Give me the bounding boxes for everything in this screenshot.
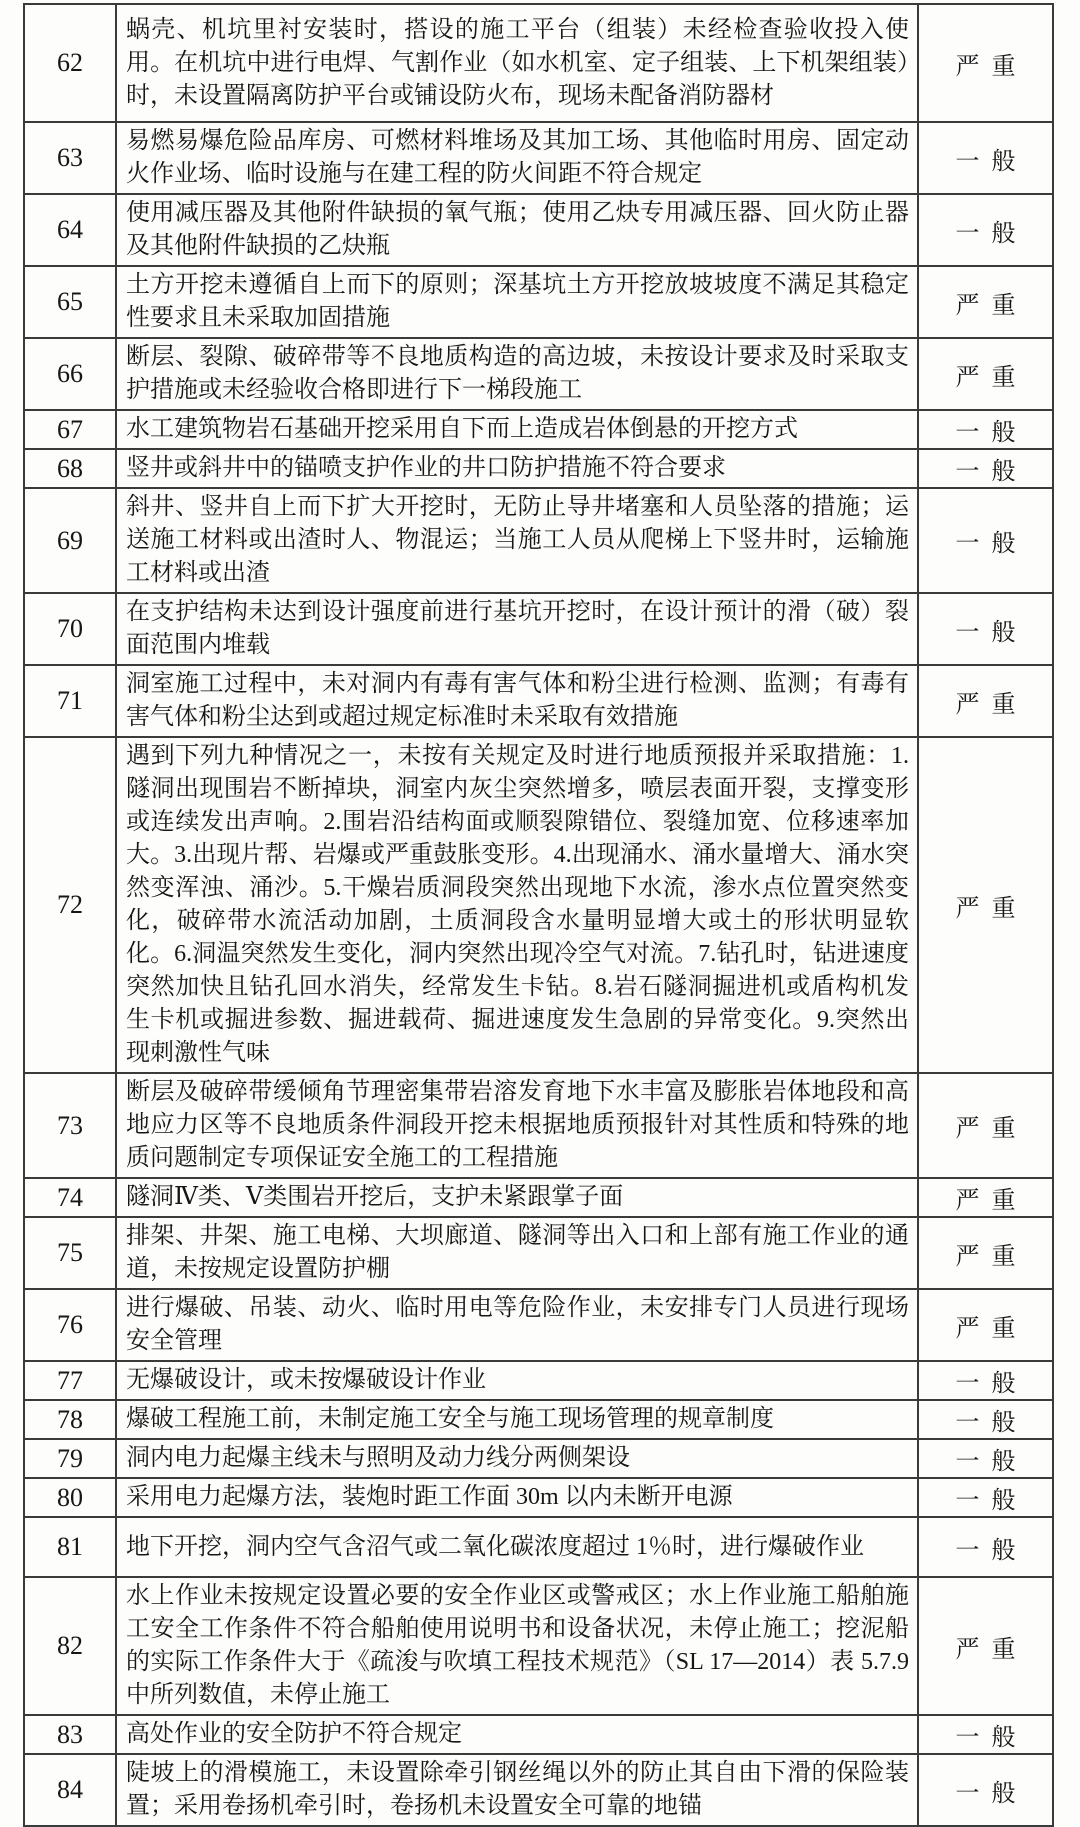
table-row	[24, 194, 1053, 266]
table-row	[24, 122, 1053, 194]
row-number: 81	[24, 1517, 116, 1577]
row-severity	[918, 4, 1053, 122]
row-description: 洞内电力起爆主线未与照明及动力线分两侧架设	[116, 1439, 918, 1478]
row-number: 67	[24, 410, 116, 449]
severity-label: 严重	[955, 1243, 1028, 1270]
row-severity	[918, 1361, 1053, 1400]
row-severity	[918, 593, 1053, 665]
row-description: 高处作业的安全防护不符合规定	[116, 1715, 918, 1754]
row-number: 63	[24, 122, 116, 194]
row-description: 竖井或斜井中的锚喷支护作业的井口防护措施不符合要求	[116, 449, 918, 488]
row-severity	[918, 1754, 1053, 1826]
row-severity	[918, 1400, 1053, 1439]
row-number: 65	[24, 266, 116, 338]
table-row	[24, 1439, 1053, 1478]
row-number: 68	[24, 449, 116, 488]
severity-label: 严重	[955, 364, 1028, 391]
row-severity	[918, 737, 1053, 1073]
severity-label: 严重	[955, 292, 1028, 319]
row-severity	[918, 1178, 1053, 1217]
row-number: 84	[24, 1754, 116, 1826]
table-row	[24, 1754, 1053, 1826]
severity-label: 严重	[955, 895, 1028, 922]
row-number: 76	[24, 1289, 116, 1361]
row-number: 79	[24, 1439, 116, 1478]
row-number: 69	[24, 488, 116, 593]
row-severity	[918, 449, 1053, 488]
severity-label: 严重	[955, 53, 1028, 80]
row-description: 无爆破设计，或未按爆破设计作业	[116, 1361, 918, 1400]
row-description: 土方开挖未遵循自上而下的原则；深基坑土方开挖放坡坡度不满足其稳定性要求且未采取加固措施	[116, 266, 918, 338]
severity-label: 严重	[955, 1116, 1028, 1142]
severity-label: 严重	[955, 1188, 1028, 1214]
table-row	[24, 1178, 1053, 1217]
table-row	[24, 488, 1053, 593]
severity-label: 严重	[955, 1315, 1028, 1342]
row-severity	[918, 1517, 1053, 1577]
row-number: 73	[24, 1073, 116, 1178]
severity-label: 一般	[955, 1537, 1028, 1564]
row-number: 82	[24, 1577, 116, 1715]
severity-label: 一般	[955, 420, 1028, 446]
row-description: 陡坡上的滑模施工，未设置除牵引钢丝绳以外的防止其自由下滑的保险装置；采用卷扬机牵引时，卷扬机未设置安全可靠的地锚	[116, 1754, 918, 1826]
severity-label: 一般	[955, 1488, 1028, 1514]
table-row	[24, 1400, 1053, 1439]
row-description: 洞室施工过程中，未对洞内有毒有害气体和粉尘进行检测、监测；有毒有害气体和粉尘达到或超过规定标准时未采取有效措施	[116, 665, 918, 737]
severity-label: 严重	[955, 691, 1028, 718]
row-severity	[918, 122, 1053, 194]
row-severity	[918, 338, 1053, 410]
row-severity	[918, 1289, 1053, 1361]
row-number: 75	[24, 1217, 116, 1289]
severity-label: 一般	[955, 1410, 1028, 1436]
row-severity	[918, 266, 1053, 338]
table-row	[24, 1478, 1053, 1517]
row-description: 水上作业未按规定设置必要的安全作业区或警戒区；水上作业施工船舶施工安全工作条件不符合船舶使用说明书和设备状况，未停止施工；挖泥船的实际工作条件大于《疏浚与吹填工程技术规范》（SL 17—2014）表 5.7.9 中所列数值，未停止施工	[116, 1577, 918, 1715]
severity-label: 一般	[955, 531, 1028, 557]
row-description: 地下开挖，洞内空气含沼气或二氧化碳浓度超过 1％时，进行爆破作业	[116, 1517, 918, 1577]
row-description: 采用电力起爆方法，装炮时距工作面 30m 以内未断开电源	[116, 1478, 918, 1517]
severity-label: 严重	[955, 1636, 1028, 1663]
severity-label: 一般	[955, 220, 1028, 247]
row-severity	[918, 488, 1053, 593]
row-severity	[918, 1715, 1053, 1754]
row-number: 64	[24, 194, 116, 266]
severity-label: 一般	[955, 1780, 1028, 1807]
row-number: 66	[24, 338, 116, 410]
row-number: 83	[24, 1715, 116, 1754]
row-description: 易燃易爆危险品库房、可燃材料堆场及其加工场、其他临时用房、固定动火作业场、临时设施与在建工程的防火间距不符合规定	[116, 122, 918, 194]
table-row	[24, 1517, 1053, 1577]
row-description: 使用减压器及其他附件缺损的氧气瓶；使用乙炔专用减压器、回火防止器及其他附件缺损的乙炔瓶	[116, 194, 918, 266]
row-description: 断层、裂隙、破碎带等不良地质构造的高边坡，未按设计要求及时采取支护措施或未经验收合格即进行下一梯段施工	[116, 338, 918, 410]
severity-label: 一般	[955, 459, 1028, 485]
row-number: 74	[24, 1178, 116, 1217]
row-severity	[918, 194, 1053, 266]
table-row	[24, 1217, 1053, 1289]
row-description: 排架、井架、施工电梯、大坝廊道、隧洞等出入口和上部有施工作业的通道，未按规定设置防护棚	[116, 1217, 918, 1289]
row-severity	[918, 665, 1053, 737]
table-row	[24, 1715, 1053, 1754]
table-row	[24, 737, 1053, 1073]
table-row	[24, 1289, 1053, 1361]
row-description: 进行爆破、吊装、动火、临时用电等危险作业，未安排专门人员进行现场安全管理	[116, 1289, 918, 1361]
severity-label: 一般	[955, 619, 1028, 646]
row-description: 在支护结构未达到设计强度前进行基坑开挖时，在设计预计的滑（破）裂面范围内堆载	[116, 593, 918, 665]
severity-label: 一般	[955, 1725, 1028, 1751]
table-row	[24, 1577, 1053, 1715]
row-severity	[918, 1073, 1053, 1178]
table-row	[24, 338, 1053, 410]
table-row	[24, 410, 1053, 449]
row-number: 71	[24, 665, 116, 737]
table-row	[24, 665, 1053, 737]
table-row	[24, 1073, 1053, 1178]
table-row	[24, 4, 1053, 122]
severity-label: 一般	[955, 1371, 1028, 1397]
row-severity	[918, 1439, 1053, 1478]
row-description: 隧洞Ⅳ类、Ⅴ类围岩开挖后，支护未紧跟掌子面	[116, 1178, 918, 1217]
row-description: 爆破工程施工前，未制定施工安全与施工现场管理的规章制度	[116, 1400, 918, 1439]
table-row	[24, 1361, 1053, 1400]
severity-label: 一般	[955, 1449, 1028, 1475]
table-row	[24, 449, 1053, 488]
row-description: 水工建筑物岩石基础开挖采用自下而上造成岩体倒悬的开挖方式	[116, 410, 918, 449]
row-number: 77	[24, 1361, 116, 1400]
row-description: 斜井、竖井自上而下扩大开挖时，无防止导井堵塞和人员坠落的措施；运送施工材料或出渣时人、物混运；当施工人员从爬梯上下竖井时，运输施工材料或出渣	[116, 488, 918, 593]
row-severity	[918, 1478, 1053, 1517]
violation-table	[23, 3, 1054, 1827]
row-description: 遇到下列九种情况之一，未按有关规定及时进行地质预报并采取措施：1.隧洞出现围岩不断掉块，洞室内灰尘突然增多，喷层表面开裂，支撑变形或连续发出声响。2.围岩沿结构面或顺裂隙错位、裂缝加宽、位移速率加大。3.出现片帮、岩爆或严重鼓胀变形。4.出现涌水、涌水量增大、涌水突然变浑浊、涌沙。5.干燥岩质洞段突然出现地下水流，渗水点位置突然变化，破碎带水流活动加剧，土质洞段含水量明显增大或土的形状明显软化。6.洞温突然发生变化，洞内突然出现冷空气对流。7.钻孔时，钻进速度突然加快且钻孔回水消失，经常发生卡钻。8.岩石隧洞掘进机或盾构机发生卡机或掘进参数、掘进载荷、掘进速度发生急剧的异常变化。9.突然出现刺激性气味	[116, 737, 918, 1073]
row-number: 78	[24, 1400, 116, 1439]
row-number: 62	[24, 4, 116, 122]
table-row	[24, 266, 1053, 338]
row-description: 蜗壳、机坑里衬安装时，搭设的施工平台（组装）未经检查验收投入使用。在机坑中进行电焊、气割作业（如水机室、定子组装、上下机架组装）时，未设置隔离防护平台或铺设防火布，现场未配备消防器材	[116, 4, 918, 122]
severity-label: 一般	[955, 148, 1028, 175]
table-row	[24, 593, 1053, 665]
row-number: 70	[24, 593, 116, 665]
row-description: 断层及破碎带缓倾角节理密集带岩溶发育地下水丰富及膨胀岩体地段和高地应力区等不良地质条件洞段开挖未根据地质预报针对其性质和特殊的地质问题制定专项保证安全施工的工程措施	[116, 1073, 918, 1178]
row-severity	[918, 1217, 1053, 1289]
row-number: 80	[24, 1478, 116, 1517]
row-severity	[918, 1577, 1053, 1715]
row-severity	[918, 410, 1053, 449]
row-number: 72	[24, 737, 116, 1073]
